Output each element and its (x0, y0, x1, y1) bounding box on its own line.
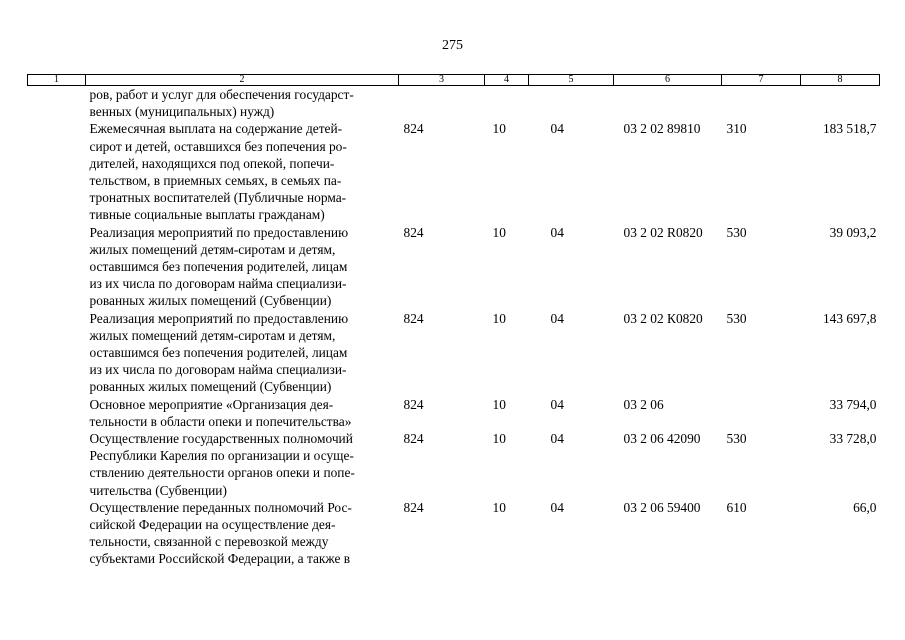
subsection-code-cell: 04 (550, 310, 564, 326)
row-name-line: дителей, находящихся под опекой, попечи- (89, 155, 335, 171)
table-row (28, 430, 880, 499)
column-number-header-row (28, 75, 880, 86)
target-article-cell: 03 2 06 42090 (623, 431, 701, 447)
admin-code-cell (399, 86, 485, 121)
row-name-line: тельности, связанной с перевозкой между (89, 534, 329, 550)
row-name-cell (86, 120, 399, 223)
row-name-line: венных (муниципальных) нужд) (89, 104, 275, 120)
cell-col1 (28, 224, 86, 310)
subsection-code-cell: 04 (550, 224, 564, 240)
column-header-5: 5 (529, 75, 614, 86)
cell-col1 (28, 499, 86, 568)
table-row (28, 310, 880, 396)
row-name-line: тронатных воспитателей (Публичные норма- (89, 190, 347, 206)
row-name-line: Основное мероприятие «Организация дея- (89, 396, 334, 412)
admin-code-cell: 824 (403, 310, 424, 326)
row-name-line: оставшимся без попечения родителей, лицам (89, 345, 348, 361)
target-article-cell: 03 2 02 К0820 (623, 310, 703, 326)
section-code-cell: 10 (492, 224, 506, 240)
cell-col1 (28, 310, 86, 396)
row-name-cell (86, 86, 399, 121)
column-header-3: 3 (399, 75, 485, 86)
expense-type-cell: 530 (726, 431, 747, 447)
row-name-line: тивные социальные выплаты гражданам) (89, 207, 325, 223)
row-name-line: Осуществление переданных полномочий Рос- (89, 499, 352, 515)
admin-code-cell: 824 (403, 431, 424, 447)
column-header-6: 6 (614, 75, 722, 86)
table-body (28, 86, 880, 568)
row-name-cell (86, 396, 399, 430)
row-name-line: Ежемесячная выплата на содержание детей- (89, 121, 343, 137)
section-code-cell: 10 (492, 499, 506, 515)
column-header-2: 2 (86, 75, 399, 86)
row-name-cell (86, 430, 399, 499)
budget-table (27, 74, 880, 568)
subsection-code-cell: 04 (550, 121, 564, 137)
row-name-line: рованных жилых помещений (Субвенции) (89, 293, 332, 309)
expense-type-cell: 530 (726, 224, 747, 240)
subsection-code-cell: 04 (550, 431, 564, 447)
expense-type-cell: 610 (726, 499, 747, 515)
amount-cell: 33 794,0 (829, 396, 877, 412)
subsection-code-cell (529, 86, 614, 121)
amount-cell (801, 86, 880, 121)
section-code-cell: 10 (492, 310, 506, 326)
column-header-7: 7 (722, 75, 801, 86)
subsection-code-cell: 04 (550, 396, 564, 412)
admin-code-cell: 824 (403, 396, 424, 412)
cell-col1 (28, 120, 86, 223)
row-name-line: оставшимся без попечения родителей, лицам (89, 259, 348, 275)
expense-type-cell (722, 86, 801, 121)
column-header-1: 1 (28, 75, 86, 86)
expense-type-cell (722, 396, 801, 430)
expense-type-cell: 530 (726, 310, 747, 326)
amount-cell: 39 093,2 (829, 224, 877, 240)
row-name-line: из их числа по договорам найма специализи- (89, 276, 347, 292)
target-article-cell: 03 2 02 89810 (623, 121, 701, 137)
column-header-4: 4 (485, 75, 529, 86)
row-name-line: субъектами Российской Федерации, а также в (89, 551, 351, 567)
table-row (28, 120, 880, 223)
row-name-cell (86, 310, 399, 396)
admin-code-cell: 824 (403, 499, 424, 515)
section-code-cell: 10 (492, 121, 506, 137)
cell-col1 (28, 396, 86, 430)
row-name-cell (86, 499, 399, 568)
amount-cell: 66,0 (853, 499, 877, 515)
target-article-cell (614, 86, 722, 121)
admin-code-cell: 824 (403, 224, 424, 240)
table-row (28, 396, 880, 430)
row-name-line: из их числа по договорам найма специализи- (89, 362, 347, 378)
section-code-cell: 10 (492, 396, 506, 412)
amount-cell: 143 697,8 (822, 310, 877, 326)
row-name-cell (86, 224, 399, 310)
row-name-line: жилых помещений детям-сиротам и детям, (89, 241, 336, 257)
row-name-line: ствлению деятельности органов опеки и попе- (89, 465, 355, 481)
row-name-line: жилых помещений детям-сиротам и детям, (89, 327, 336, 343)
row-name-line: тельством, в приемных семьях, в семьях па- (89, 173, 342, 189)
cell-col1 (28, 430, 86, 499)
row-name-line: Республики Карелия по организации и осуще- (89, 448, 354, 464)
subsection-code-cell: 04 (550, 499, 564, 515)
target-article-cell: 03 2 02 R0820 (623, 224, 703, 240)
row-name-line: рованных жилых помещений (Субвенции) (89, 379, 332, 395)
row-name-line: сийской Федерации на осуществление дея- (89, 517, 336, 533)
table-row (28, 86, 880, 121)
target-article-cell: 03 2 06 59400 (623, 499, 701, 515)
section-code-cell: 10 (492, 431, 506, 447)
row-name-line: тельности в области опеки и попечительства» (89, 413, 352, 429)
page-number: 275 (442, 38, 463, 53)
target-article-cell: 03 2 06 (623, 396, 664, 412)
row-name-line: Реализация мероприятий по предоставлению (89, 224, 349, 240)
row-name-line: ров, работ и услуг для обеспечения государст- (89, 87, 354, 102)
admin-code-cell: 824 (403, 121, 424, 137)
amount-cell: 33 728,0 (829, 431, 877, 447)
row-name-line: сирот и детей, оставшихся без попечения ро- (89, 138, 347, 154)
amount-cell: 183 518,7 (822, 121, 877, 137)
expense-type-cell: 310 (726, 121, 747, 137)
cell-col1 (28, 86, 86, 121)
row-name-line: чительства (Субвенции) (89, 482, 227, 498)
column-header-8: 8 (801, 75, 880, 86)
table-row (28, 224, 880, 310)
table-row (28, 499, 880, 568)
row-name-line: Реализация мероприятий по предоставлению (89, 310, 349, 326)
row-name-line: Осуществление государственных полномочий (89, 431, 353, 447)
section-code-cell (485, 86, 529, 121)
